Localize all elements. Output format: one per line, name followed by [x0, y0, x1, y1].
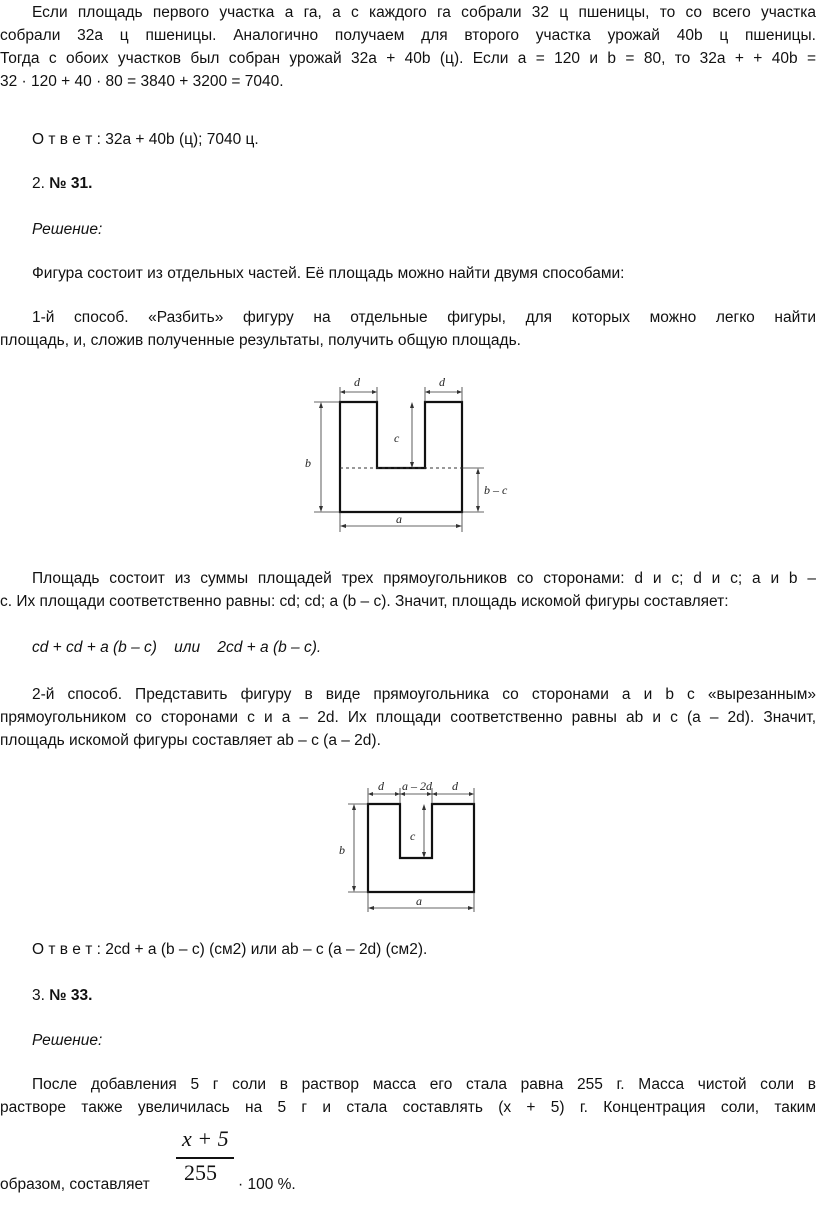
way-1 [0, 306, 816, 352]
solution-label-2 [32, 1029, 792, 1052]
solution-label-text-2: Решение: [32, 1032, 103, 1049]
paragraph-2: Фигура состоит из отдельных частей. Её площадь можно найти двумя способами: [32, 265, 625, 282]
fig1-label-b-minus-c: b – c [484, 483, 508, 497]
p4-line-1: После добавления 5 г соли в раствор масса его стала равна 255 г. Масса чистой соли в [32, 1076, 816, 1093]
solution-label-1 [32, 218, 792, 241]
fraction-bar [176, 1157, 234, 1159]
paragraph-1 [0, 1, 816, 93]
p3-line-2: c. Их площади соответственно равны: cd; cd; a (b – c). Значит, площадь искомой фигуры составляет: [0, 593, 729, 610]
fig2-label-c: c [410, 829, 416, 843]
p1-line-2: собрали 32a ц пшеницы. Аналогично получаем для второго участка урожай 40b ц пшеницы. [0, 27, 816, 44]
task-2-number: 2. [32, 175, 45, 192]
way-1-line-2: площадь, и, сложив полученные результаты, получить общую площадь. [0, 332, 521, 349]
figure-2-shape [368, 804, 474, 892]
p1-line-3: Тогда с обоих участков был собран урожай 32a + 40b (ц). Если a = 120 и b = 80, то 32a + + 40b = [0, 50, 816, 67]
fig2-label-d-left: d [378, 779, 384, 793]
figure-1-shape [340, 402, 462, 512]
way-2-line-3: площадь искомой фигуры составляет ab – c (a – 2d). [0, 732, 381, 749]
fig1-label-d-left: d [354, 375, 360, 389]
way-2-line-1: 2-й способ. Представить фигуру в виде прямоугольника со сторонами a и b с «вырезанным» [32, 686, 816, 703]
p4-line-3: образом, составляет [0, 1176, 150, 1193]
task-3-heading [32, 984, 792, 1007]
paragraph-3 [0, 567, 816, 613]
task-3-number: 3. [32, 987, 45, 1004]
solution-label-text: Решение: [32, 221, 103, 238]
answer-2: О т в е т : 2cd + a (b – c) (см2) или ab – c (a – 2d) (см2). [32, 941, 428, 958]
task-2-heading [32, 172, 792, 195]
fig1-label-a: a [396, 512, 402, 526]
answer-1: О т в е т : 32a + 40b (ц); 7040 ц. [32, 131, 259, 148]
p4-tail: · 100 %. [238, 1176, 296, 1193]
figure-1 [296, 372, 536, 542]
fig1-label-d-right: d [439, 375, 445, 389]
fraction-denominator: 255 [184, 1160, 217, 1185]
fig2-label-a-minus-2d: a – 2d [402, 779, 432, 793]
figure-2 [326, 776, 506, 916]
p3-line-1: Площадь состоит из суммы площадей трех прямоугольников со сторонами: d и c; d и c; a и b – [32, 570, 816, 587]
fig2-label-b: b [339, 843, 345, 857]
fraction-numerator: x + 5 [182, 1126, 229, 1151]
p1-line-4: 32 · 120 + 40 · 80 = 3840 + 3200 = 7040. [0, 73, 284, 90]
way-2 [0, 683, 816, 752]
way-2-line-2: прямоугольником со сторонами c и a – 2d. Их площади соответственно равны ab и c (a – 2d). Значит, [0, 709, 816, 726]
fig1-label-b: b [305, 456, 311, 470]
formula-1: cd + cd + a (b – c) или 2cd + a (b – c). [32, 639, 322, 656]
fig1-label-c: c [394, 431, 400, 445]
fig2-label-a: a [416, 894, 422, 908]
fig2-label-d-right: d [452, 779, 458, 793]
p4-line-2: растворе также увеличилась на 5 г и стала составлять (x + 5) г. Концентрация соли, таким [0, 1099, 816, 1116]
way-1-line-1: 1-й способ. «Разбить» фигуру на отдельные фигуры, для которых можно легко найти [32, 309, 816, 326]
task-2-label: № 31. [49, 175, 93, 192]
paragraph-4 [0, 1073, 816, 1119]
p1-line-1: Если площадь первого участка a га, а с каждого га собрали 32 ц пшеницы, то со всего участка [32, 4, 816, 21]
task-3-label: № 33. [49, 987, 93, 1004]
